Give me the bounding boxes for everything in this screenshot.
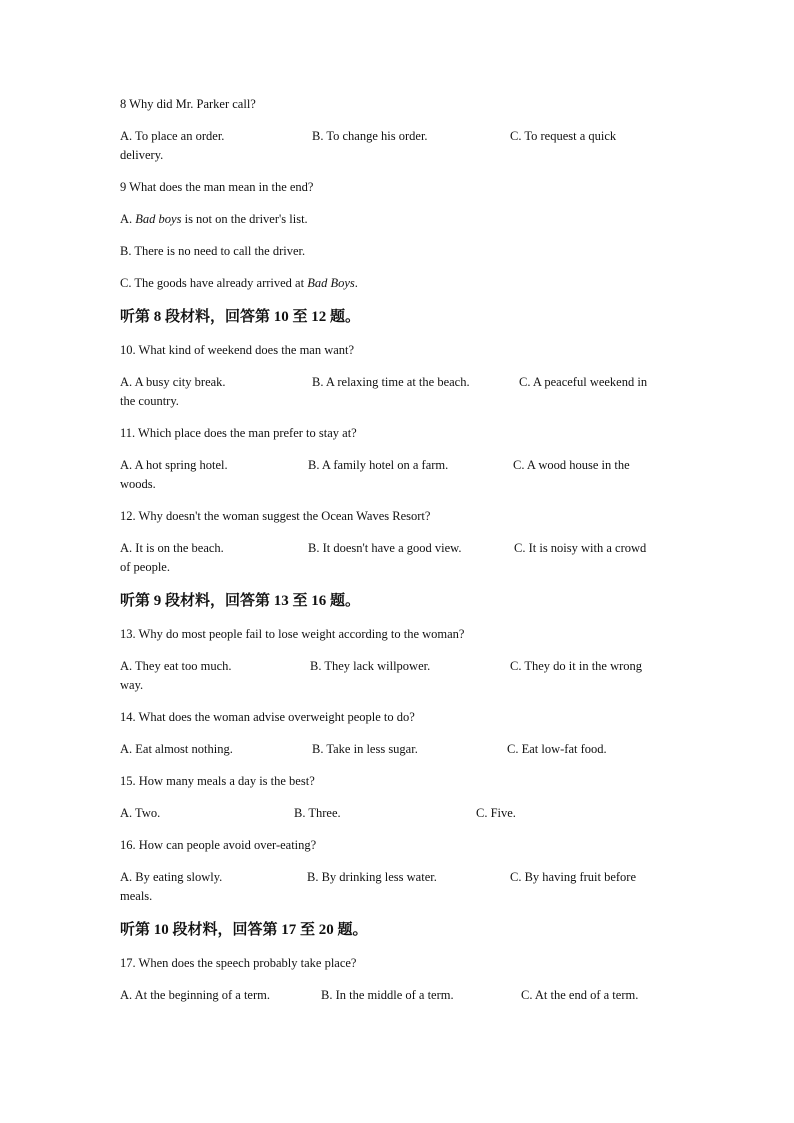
option-14c: C. Eat low-fat food. xyxy=(507,742,607,756)
option-12c-continued: of people. xyxy=(120,560,170,574)
option-9b: B. There is no need to call the driver. xyxy=(120,244,306,258)
question-12: 12. Why doesn't the woman suggest the Ocean Waves Resort? xyxy=(120,509,431,523)
option-13c-continued: way. xyxy=(120,678,144,692)
option-15c: C. Five. xyxy=(476,806,516,820)
question-10: 10. What kind of weekend does the man want? xyxy=(120,343,355,357)
section-heading-8: 听第 8 段材料，回答第 10 至 12 题。 xyxy=(120,309,361,325)
option-14b: B. Take in less sugar. xyxy=(312,742,418,756)
options-10 xyxy=(120,373,668,392)
option-13b: B. They lack willpower. xyxy=(310,659,431,673)
option-10c-continued: the country. xyxy=(120,394,179,408)
option-11b: B. A family hotel on a farm. xyxy=(308,458,449,472)
option-14a: A. Eat almost nothing. xyxy=(120,742,233,756)
options-14 xyxy=(120,740,668,759)
question-16: 16. How can people avoid over-eating? xyxy=(120,838,317,852)
option-9c xyxy=(120,274,668,293)
option-11a: A. A hot spring hotel. xyxy=(120,458,228,472)
option-12a: A. It is on the beach. xyxy=(120,541,224,555)
options-11 xyxy=(120,456,668,475)
option-12b: B. It doesn't have a good view. xyxy=(308,541,462,555)
section-heading-10: 听第 10 段材料，回答第 17 至 20 题。 xyxy=(120,922,368,938)
options-8 xyxy=(120,127,668,146)
document-content xyxy=(120,95,668,1005)
option-8a: A. To place an order. xyxy=(120,129,225,143)
option-16b: B. By drinking less water. xyxy=(307,870,437,884)
option-17b: B. In the middle of a term. xyxy=(321,988,454,1002)
option-10a: A. A busy city break. xyxy=(120,375,226,389)
question-11: 11. Which place does the man prefer to stay at? xyxy=(120,426,357,440)
option-11c: C. A wood house in the xyxy=(513,458,630,472)
section-heading-9: 听第 9 段材料，回答第 13 至 16 题。 xyxy=(120,593,361,609)
option-9c-italic: Bad Boys xyxy=(307,276,355,290)
option-16a: A. By eating slowly. xyxy=(120,870,223,884)
option-9c-prefix: C. The goods have already arrived at xyxy=(120,276,308,290)
question-9: 9 What does the man mean in the end? xyxy=(120,180,314,194)
question-13: 13. Why do most people fail to lose weight according to the woman? xyxy=(120,627,465,641)
option-15b: B. Three. xyxy=(294,806,341,820)
option-11c-continued: woods. xyxy=(120,477,156,491)
option-9a-prefix: A. xyxy=(120,212,136,226)
option-8c: C. To request a quick xyxy=(510,129,617,143)
option-10c: C. A peaceful weekend in xyxy=(519,375,648,389)
question-15: 15. How many meals a day is the best? xyxy=(120,774,315,788)
options-13 xyxy=(120,657,668,676)
option-16c-continued: meals. xyxy=(120,889,153,903)
option-13a: A. They eat too much. xyxy=(120,659,232,673)
option-8b: B. To change his order. xyxy=(312,129,428,143)
option-16c: C. By having fruit before xyxy=(510,870,637,884)
question-14: 14. What does the woman advise overweight people to do? xyxy=(120,710,415,724)
option-17a: A. At the beginning of a term. xyxy=(120,988,270,1002)
option-9a xyxy=(120,210,668,229)
option-9a-italic: Bad boys xyxy=(135,212,182,226)
options-15 xyxy=(120,804,668,823)
options-17 xyxy=(120,986,668,1005)
options-12 xyxy=(120,539,668,558)
option-13c: C. They do it in the wrong xyxy=(510,659,643,673)
options-16 xyxy=(120,868,668,887)
option-10b: B. A relaxing time at the beach. xyxy=(312,375,470,389)
option-12c: C. It is noisy with a crowd xyxy=(514,541,647,555)
option-15a: A. Two. xyxy=(120,806,161,820)
question-8: 8 Why did Mr. Parker call? xyxy=(120,97,256,111)
question-17: 17. When does the speech probably take place? xyxy=(120,956,357,970)
option-9a-suffix: is not on the driver's list. xyxy=(181,212,308,226)
option-9c-suffix: . xyxy=(354,276,358,290)
option-8c-continued: delivery. xyxy=(120,148,164,162)
option-17c: C. At the end of a term. xyxy=(521,988,639,1002)
